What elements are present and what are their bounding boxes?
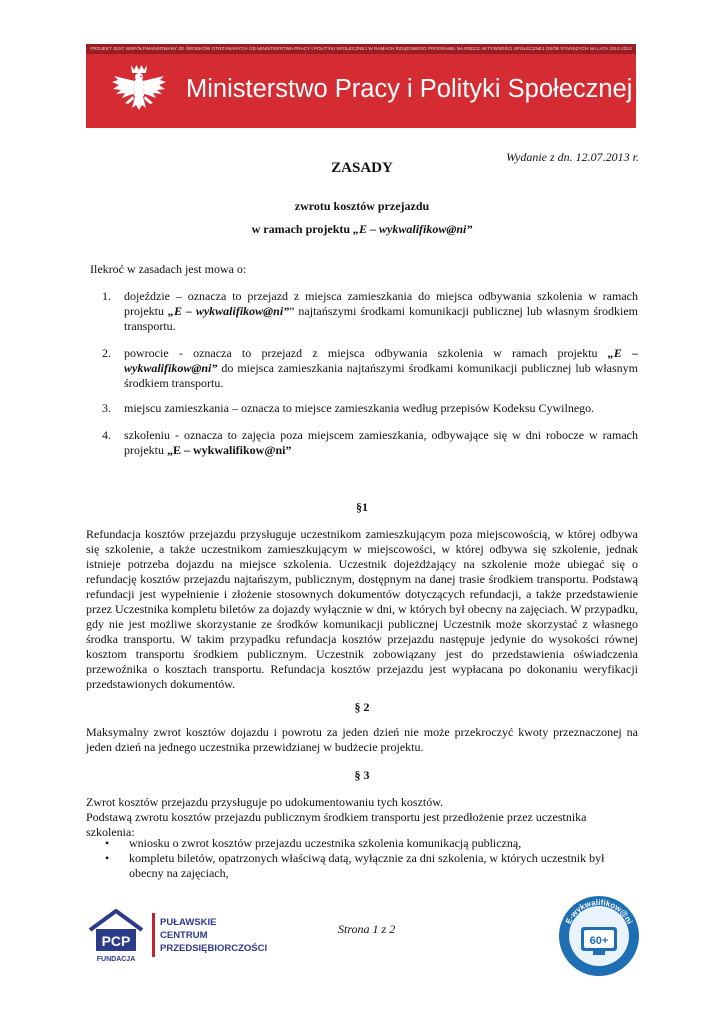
ministry-banner xyxy=(86,54,636,128)
section-3-heading: § 3 xyxy=(354,768,370,782)
definition-text: dojeździe – oznacza to przejazd z miejsca zamieszkania do miejsca odbywania szkolenia w ramach projektu xyxy=(124,289,638,318)
project-name: „E – wykwalifikow@ni” xyxy=(167,443,292,457)
definition-item xyxy=(102,289,638,334)
definition-number: 4. xyxy=(102,428,111,442)
section-3-line2: Podstawą zwrotu kosztów przejazdu publicznym środkiem transportu jest przedłożenie przez uczestnika szkolenia: xyxy=(86,810,587,839)
definition-text: powrocie - oznacza to przejazd z miejsca odbywania szkolenia w ramach projektu xyxy=(124,346,608,360)
bullet-list xyxy=(86,836,638,881)
project-name: „E – wykwalifikow@ni” xyxy=(124,346,638,375)
edition-date: Wydanie z dn. 12.07.2013 r. xyxy=(506,150,639,164)
definition-text-end: do miejsca zamieszkania najtańszymi środkami komunikacji publicznej lub własnym środkiem transportu. xyxy=(124,361,638,390)
section-3-line1: Zwrot kosztów przejazdu przysługuje po udokumentowaniu tych kosztów. xyxy=(86,795,444,809)
definition-text-end: ” najtańszymi środkami komunikacji publicznej lub własnym środkiem transportu. xyxy=(124,304,638,333)
project-subtitle xyxy=(86,222,638,237)
polish-eagle-icon xyxy=(108,60,170,122)
section-2-heading: § 2 xyxy=(354,700,370,714)
section-2-text: Maksymalny zwrot kosztów dojazdu i powrotu za jeden dzień nie może przekroczyć kwoty przeznaczonej na jeden dzień na jednego uczestnika przewidzianej w budżecie projektu. xyxy=(86,725,638,754)
logo-line2: CENTRUM xyxy=(160,930,208,941)
definition-item xyxy=(102,428,638,458)
definition-item xyxy=(102,401,638,416)
logo-line1: PUŁAWSKIE xyxy=(160,917,217,928)
project-name: „E – wykwalifikow@ni” xyxy=(167,304,290,318)
list-item-text: wniosku o zwrot kosztów przejazdu uczestnika szkolenia komunikacją publiczną, xyxy=(129,836,522,850)
document-subtitle: zwrotu kosztów przejazdu xyxy=(294,199,430,213)
project-subtitle-prefix: w ramach projektu xyxy=(251,222,354,236)
definition-text: miejscu zamieszkania – oznacza to miejsce zamieszkania według przepisów Kodeksu Cywilnego. xyxy=(124,401,595,415)
list-item xyxy=(86,851,638,881)
section-3-text xyxy=(86,795,638,840)
project-subtitle-name: „E – wykwalifikow@ni” xyxy=(353,222,473,236)
section-1-heading: §1 xyxy=(356,500,368,514)
project-badge-icon xyxy=(556,893,642,979)
definition-text: szkoleniu - oznacza to zajęcia poza miejscem zamieszkania, odbywające się w dni robocze w ramach projektu xyxy=(124,428,638,457)
logo-pcp-text: PCP xyxy=(101,933,131,949)
section-1-text: Refundacja kosztów przejazdu przysługuje uczestnikom zamieszkującym poza miejscowością, w której odbywa się szkolenie, a także uczestnikom zamieszkującym w miejscowości, w której odbywa się szkolenie, jednak istnieje potrzeba dojazdu na miejsce szkolenia. Uczestnik dojeżdżający na szkolenie może ubiegać się o refundację kosztów przejazdu najtańszym, publicznym, dostępnym na danej trasie środkiem transportu. Podstawą refundacji jest wypełnienie i złożenie stosownych dokumentów dotyczących refundacji, a także przedstawienie przez Uczestnika kompletu biletów za dojazdy wyłącznie w dni, w których był obecny na zajęciach. W przypadku, gdy nie jest możliwe skorzystanie ze środków komunikacji publicznej Uczestnik może skorzystać z własnego środka transportu. W takim przypadku refundacja kosztów przejazdu następuje jedynie do wysokości równej kosztom transportu środkiem publicznym. Uczestnik zobowiązany jest do przedstawienia oświadczenia przewoźnika o kosztach transportu. Refundacja kosztów przejazdu jest wypłacana po dokonaniu weryfikacji przedstawionych dokumentów. xyxy=(86,527,638,691)
document-title: ZASADY xyxy=(331,160,393,176)
badge-number: 60+ xyxy=(589,935,609,947)
logo-foundation-text: FUNDACJA xyxy=(96,956,136,963)
ministry-title: Ministerstwo Pracy i Polityki Społecznej xyxy=(186,75,633,103)
definition-item xyxy=(102,346,638,391)
definition-number: 3. xyxy=(102,401,111,415)
definition-number: 2. xyxy=(102,346,111,360)
pcp-foundation-logo xyxy=(86,905,268,965)
page-number: Strona 1 z 2 xyxy=(338,922,396,936)
list-item-text: kompletu biletów, opatrzonych właściwą datą, wyłącznie za dni szkolenia, w których uczestnik był obecny na zajęciach, xyxy=(129,851,605,880)
definition-number: 1. xyxy=(102,289,111,303)
bullet-icon: • xyxy=(105,836,110,850)
bullet-icon: • xyxy=(105,851,110,865)
logo-line3: PRZEDSIĘBIORCZOŚCI xyxy=(160,943,268,954)
cofinancing-strip: PROJEKT JEST WSPÓŁFINANSOWANY ZE ŚRODKÓW OTRZYMANYCH OD MINISTERSTWA PRACY I POLITYKI SPOŁECZNEJ W RAMACH RZĄDOWEGO PROGRAMU NA RZECZ AKTYWNOŚCI SPOŁECZNEJ OSÓB STARSZYCH NA LATA 2012-2013 xyxy=(86,44,636,54)
badge-text: E-wykwalifikow@ni xyxy=(563,898,635,926)
list-item xyxy=(86,836,638,851)
intro-text: Ilekroć w zasadach jest mowa o: xyxy=(90,262,247,276)
